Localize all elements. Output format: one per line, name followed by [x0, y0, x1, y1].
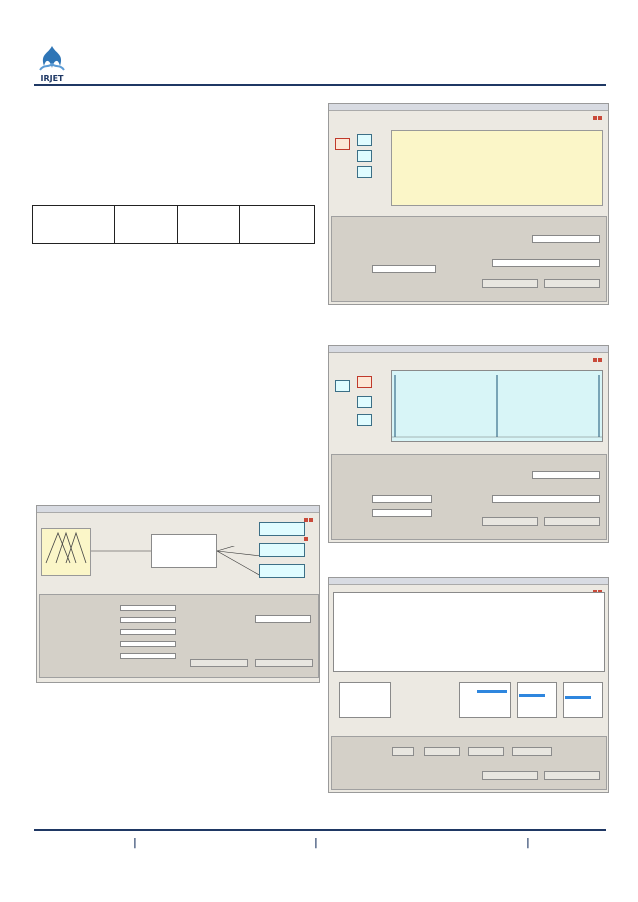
svg-text:IRJET: IRJET [40, 74, 64, 83]
footer-divider [34, 829, 606, 831]
fis-editor-screenshot [36, 505, 320, 683]
fig6-close-button[interactable] [544, 279, 600, 288]
fig7-input-theta-box[interactable] [335, 380, 350, 392]
fig6-input-theta-box[interactable] [335, 138, 350, 150]
delete-rule-button[interactable] [424, 747, 460, 756]
fig7-help-button[interactable] [482, 517, 538, 526]
header-cell-phase-a [115, 206, 178, 244]
fig6-help-button[interactable] [482, 279, 538, 288]
fig6-output-b-box[interactable] [357, 150, 372, 162]
add-rule-button[interactable] [468, 747, 504, 756]
fig6-properties-panel [331, 216, 607, 302]
fig7-output-c-box[interactable] [357, 414, 372, 426]
fig6-output-c-box[interactable] [357, 166, 372, 178]
fig7-output-b-box[interactable] [357, 396, 372, 408]
phase-c-mf-list[interactable] [563, 682, 603, 718]
footer-separator: | [314, 837, 318, 849]
output-mf-editor-screenshot [328, 345, 609, 543]
header-cell-rotor [33, 206, 115, 244]
fig7-close-button[interactable] [544, 517, 600, 526]
footer-separator: | [133, 837, 137, 849]
header-divider [34, 84, 606, 86]
fig8-close-button[interactable] [544, 771, 600, 780]
fig6-output-a-box[interactable] [357, 134, 372, 146]
fis-properties-panel [39, 594, 319, 678]
rule-list[interactable] [333, 592, 605, 672]
input-mf-plot[interactable] [391, 130, 603, 206]
fis-input-block[interactable] [41, 528, 91, 576]
fis-close-button[interactable] [255, 659, 313, 667]
phase-a-mf-list[interactable] [459, 682, 511, 718]
theta-mf-list[interactable] [339, 682, 391, 718]
input-mf-shape-icon [42, 529, 90, 565]
table-header-row [33, 206, 315, 244]
footer-separator: | [526, 837, 530, 849]
fig7-output-a-box[interactable] [357, 376, 372, 388]
output-mf-plot[interactable] [391, 370, 603, 442]
header-cell-phase-b [178, 206, 240, 244]
fuzzy-rules-table [32, 205, 315, 244]
output-mf-spikes [392, 371, 602, 441]
fig8-help-button[interactable] [482, 771, 538, 780]
input-mf-curves [392, 131, 602, 205]
header-cell-phase-c [240, 206, 315, 244]
irjet-logo [34, 44, 70, 84]
fis-output-phase-b[interactable] [259, 543, 305, 557]
fis-connectors [91, 546, 261, 586]
fis-output-phase-a[interactable] [259, 522, 305, 536]
rule-editor-screenshot [328, 577, 609, 793]
input-mf-editor-screenshot [328, 103, 609, 305]
change-rule-button[interactable] [512, 747, 552, 756]
fig7-properties-panel [331, 454, 607, 540]
fis-help-button[interactable] [190, 659, 248, 667]
rule-controls-panel [331, 736, 607, 790]
phase-b-mf-list[interactable] [517, 682, 557, 718]
fis-output-phase-c[interactable] [259, 564, 305, 578]
